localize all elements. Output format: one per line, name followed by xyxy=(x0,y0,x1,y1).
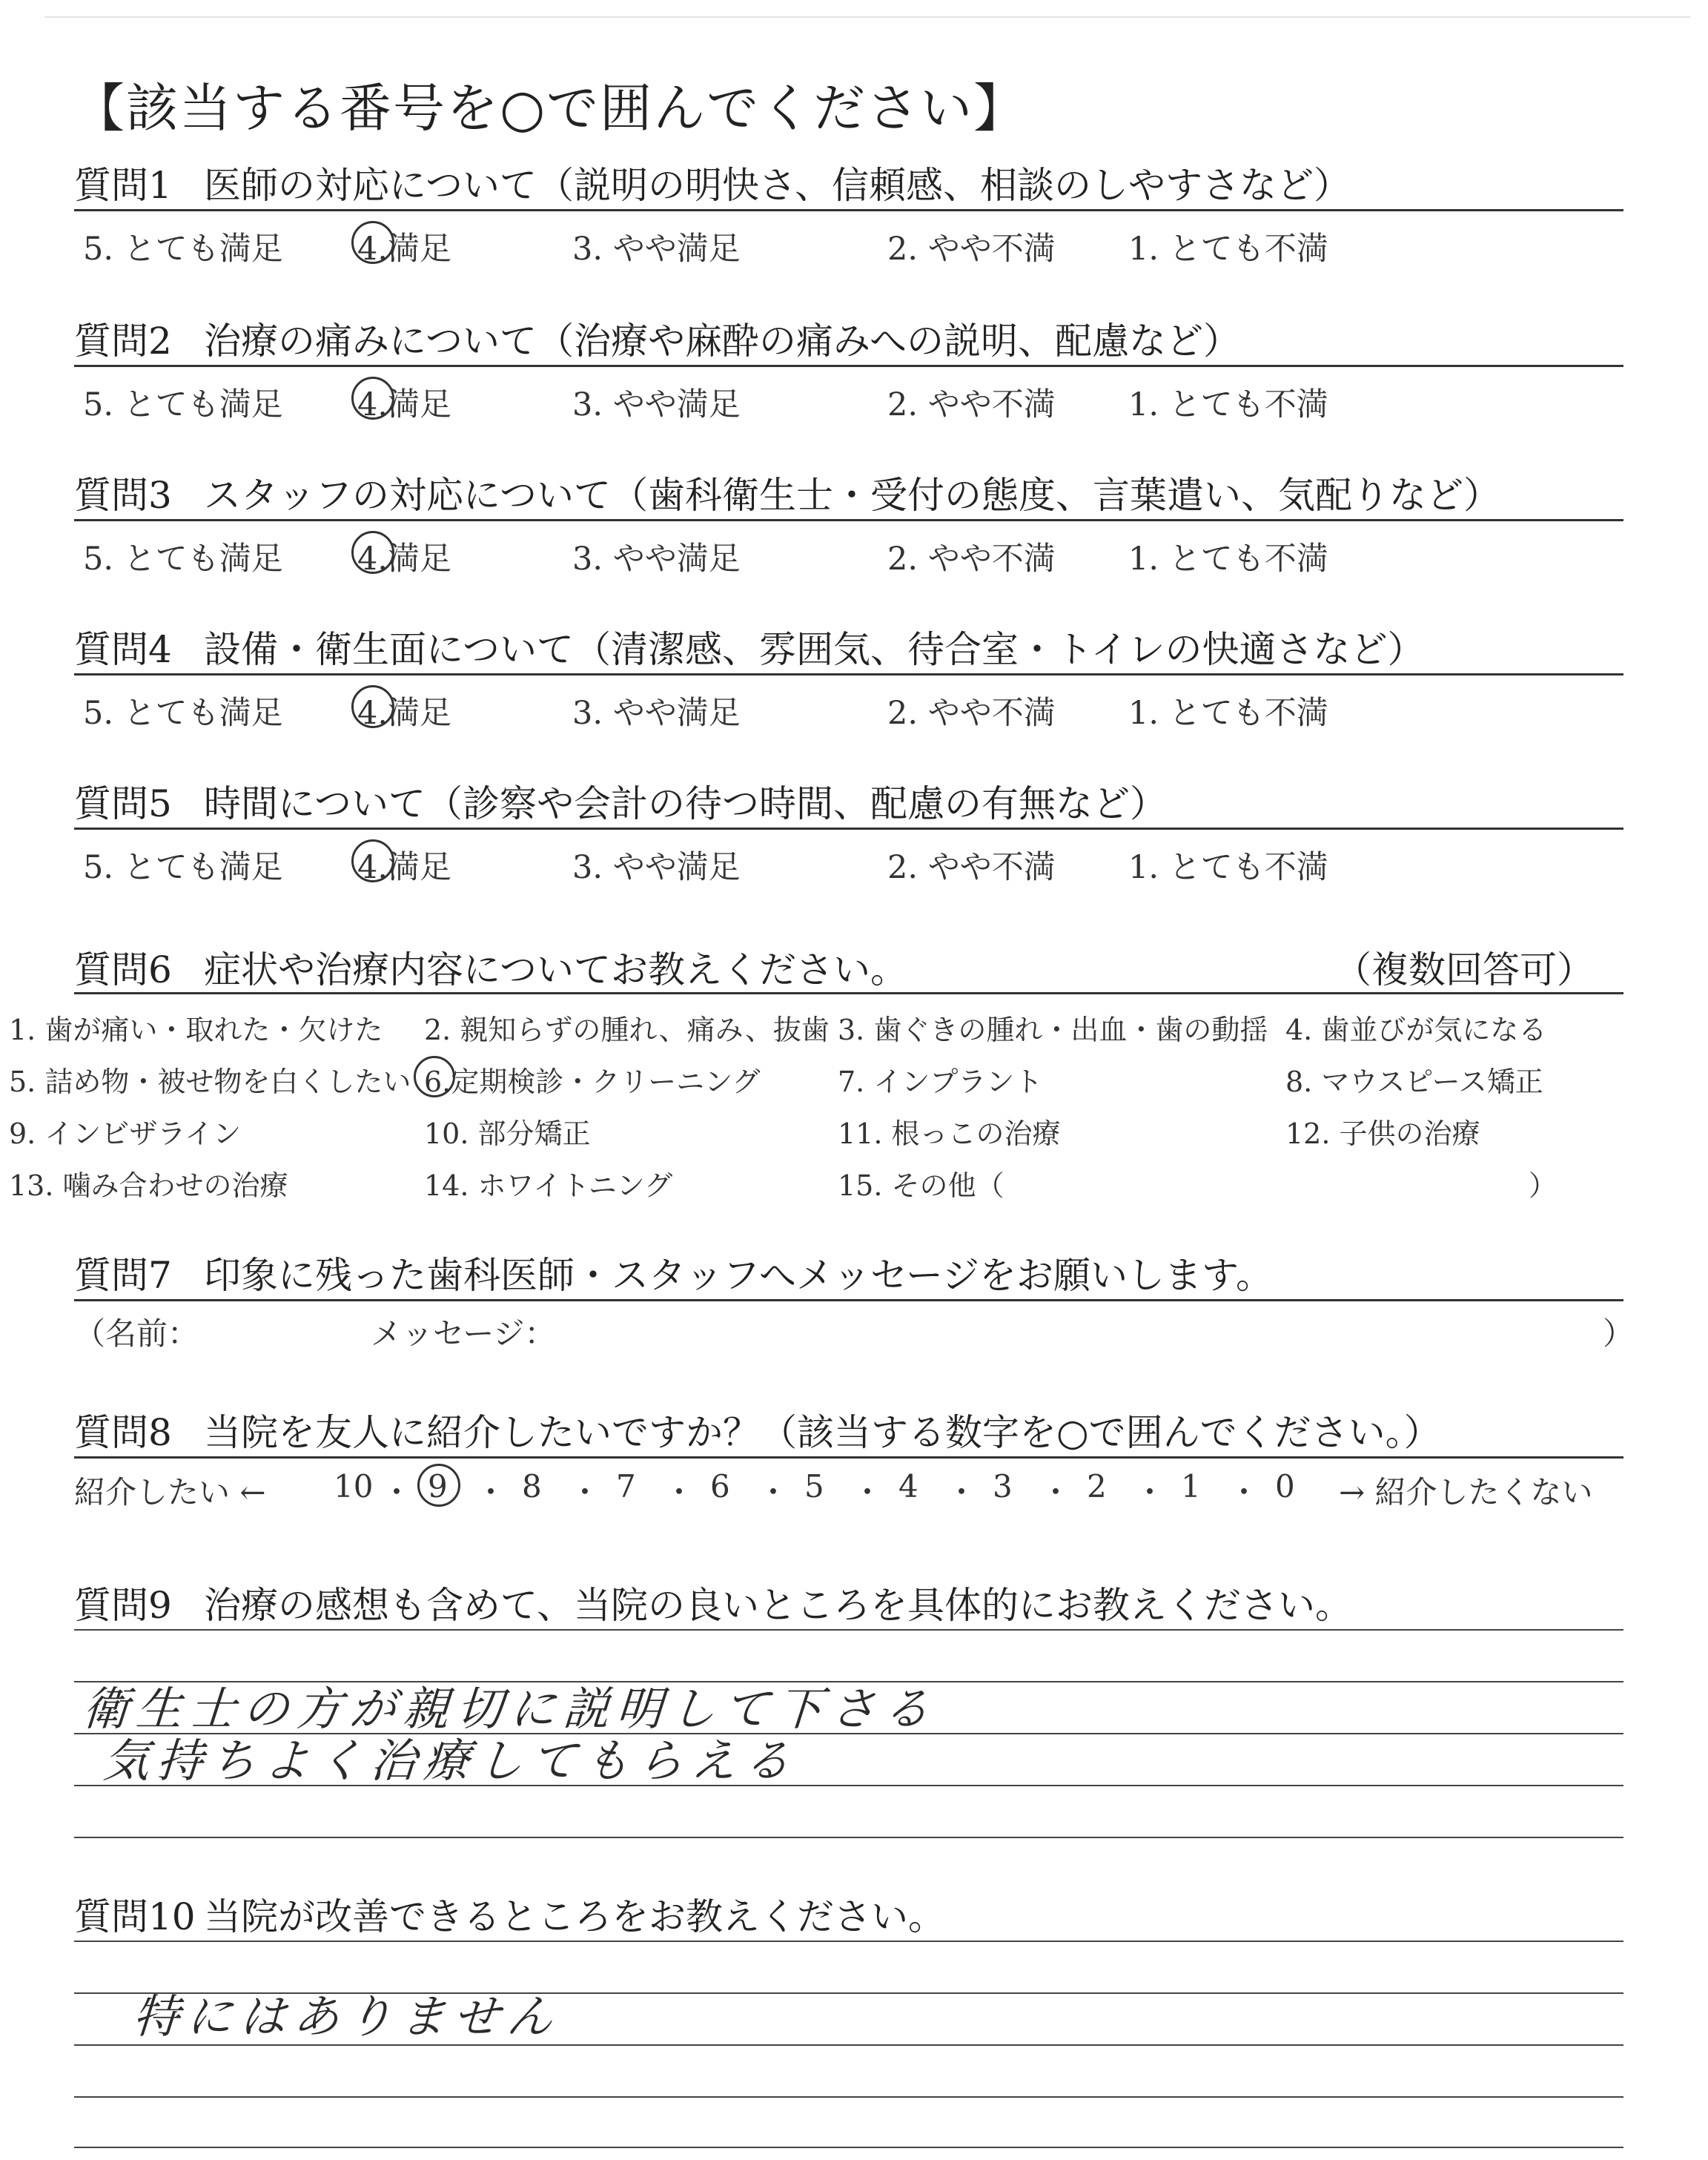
question-rule xyxy=(74,365,1623,367)
recommend-left-label: 紹介したい ← xyxy=(74,1474,266,1510)
question-10-heading xyxy=(74,1887,945,1941)
selected-circle-mark xyxy=(351,685,394,728)
rating-option[interactable]: 1. とても不満 xyxy=(1128,386,1328,423)
question-9-number: 質問9 xyxy=(74,1584,172,1627)
message-close-paren: ） xyxy=(1603,1315,1635,1352)
rating-option[interactable]: 5. とても満足 xyxy=(83,231,283,268)
q10-answer-line xyxy=(74,2147,1623,2148)
question-6-text: 症状や治療内容についてお教えください。 xyxy=(204,948,907,991)
selected-circle-mark xyxy=(351,839,394,882)
selected-circle-mark xyxy=(351,531,394,574)
score-separator: ・ xyxy=(1134,1474,1166,1510)
question-rule xyxy=(74,828,1623,830)
q9-handwritten-answer-2: 気持ちよく治療してもらえる xyxy=(102,1734,800,1788)
question-1 xyxy=(74,156,1623,268)
question-10 xyxy=(74,1887,1623,2044)
question-heading xyxy=(74,774,1167,828)
q9-answer-line xyxy=(74,1629,1623,1631)
question-5 xyxy=(74,774,1623,886)
rating-option[interactable]: 3. やや満足 xyxy=(572,695,741,732)
recommend-score[interactable]: 4 xyxy=(898,1468,918,1505)
other-close-paren: ） xyxy=(1529,1169,1558,1202)
recommend-score[interactable]: 2 xyxy=(1087,1468,1107,1505)
question-7-number: 質問7 xyxy=(74,1254,172,1297)
question-7-text: 印象に残った歯科医師・スタッフへメッセージをお願いします。 xyxy=(204,1254,1273,1297)
question-7-rule xyxy=(74,1299,1623,1301)
question-number: 質問4 xyxy=(74,628,172,671)
recommend-score[interactable]: 10 xyxy=(334,1468,374,1505)
symptom-option[interactable]: 8. マウスピース矯正 xyxy=(1285,1066,1543,1098)
question-number: 質問2 xyxy=(74,320,172,363)
rating-option[interactable]: 5. とても満足 xyxy=(83,386,283,423)
rating-option[interactable]: 4.満足 xyxy=(357,541,452,578)
score-separator: ・ xyxy=(1040,1474,1072,1510)
recommend-right-label: → 紹介したくない xyxy=(1339,1474,1593,1510)
recommend-score[interactable]: 6 xyxy=(710,1468,730,1505)
question-3 xyxy=(74,466,1623,578)
q9-answer-line xyxy=(74,1837,1623,1838)
question-heading xyxy=(74,156,1351,209)
score-separator: ・ xyxy=(475,1474,507,1510)
rating-option[interactable]: 4.満足 xyxy=(357,695,452,732)
q9-handwritten-answer-1: 衛生士の方が親切に説明して下さる xyxy=(81,1682,939,1736)
rating-option[interactable]: 4.満足 xyxy=(357,386,452,423)
question-9-text: 治療の感想も含めて、当院の良いところを具体的にお教えください。 xyxy=(204,1584,1352,1627)
rating-option[interactable]: 3. やや満足 xyxy=(572,231,741,268)
q10-answer-line xyxy=(74,1941,1623,1942)
symptom-option[interactable]: 10. 部分矯正 xyxy=(424,1117,591,1150)
question-heading xyxy=(74,311,1240,365)
rating-option[interactable]: 5. とても満足 xyxy=(83,695,283,732)
question-6-number: 質問6 xyxy=(74,948,172,991)
page-title: 【該当する番号を○で囲んでください】 xyxy=(73,78,1027,139)
question-rule xyxy=(74,673,1623,676)
question-10-text: 当院が改善できるところをお教えください。 xyxy=(204,1895,945,1938)
question-8-heading xyxy=(74,1403,1441,1456)
question-text: 時間について（診察や会計の待つ時間、配慮の有無など） xyxy=(204,782,1167,825)
symptom-option[interactable]: 13. 噛み合わせの治療 xyxy=(9,1169,288,1202)
rating-option[interactable]: 2. やや不満 xyxy=(887,849,1056,886)
question-heading xyxy=(74,620,1425,673)
q10-answer-line xyxy=(74,2096,1623,2098)
question-6 xyxy=(74,940,1623,1007)
recommend-score[interactable]: 0 xyxy=(1275,1468,1295,1505)
selected-circle-mark xyxy=(414,1056,455,1097)
name-label: （名前： xyxy=(74,1315,199,1352)
question-text: 設備・衛生面について（清潔感、雰囲気、待合室・トイレの快適さなど） xyxy=(204,628,1425,671)
rating-option[interactable]: 1. とても不満 xyxy=(1128,695,1328,732)
question-9-heading xyxy=(74,1576,1352,1629)
recommend-score[interactable]: 1 xyxy=(1181,1468,1201,1505)
symptom-option[interactable]: 11. 根っこの治療 xyxy=(838,1117,1061,1150)
question-8-text: 当院を友人に紹介したいですか？（該当する数字を○で囲んでください。） xyxy=(204,1411,1441,1454)
rating-option[interactable]: 3. やや満足 xyxy=(572,541,741,578)
recommend-score[interactable]: 8 xyxy=(522,1468,542,1505)
score-separator: ・ xyxy=(569,1474,601,1510)
symptom-option[interactable]: 5. 詰め物・被せ物を白くしたい xyxy=(9,1066,411,1098)
symptom-option[interactable]: 12. 子供の治療 xyxy=(1285,1117,1480,1150)
question-9 xyxy=(74,1576,1623,1788)
rating-option[interactable]: 4.満足 xyxy=(357,849,452,886)
question-8-rule xyxy=(74,1456,1623,1459)
symptom-option[interactable]: 6.定期検診・クリーニング xyxy=(424,1066,761,1098)
question-number: 質問3 xyxy=(74,474,172,517)
rating-option[interactable]: 4.満足 xyxy=(357,231,452,268)
question-10-number: 質問10 xyxy=(74,1895,196,1938)
selected-circle-mark xyxy=(351,377,394,420)
message-label: メッセージ： xyxy=(371,1315,556,1352)
recommend-score[interactable]: 7 xyxy=(616,1468,636,1505)
question-number: 質問1 xyxy=(74,164,172,207)
question-heading xyxy=(74,466,1500,519)
symptom-option[interactable]: 14. ホワイトニング xyxy=(424,1169,673,1202)
symptom-option[interactable]: 3. 歯ぐきの腫れ・出血・歯の動揺 xyxy=(838,1014,1268,1046)
rating-option[interactable]: 2. やや不満 xyxy=(887,695,1056,732)
recommend-score[interactable]: 9 xyxy=(428,1468,448,1505)
rating-option[interactable]: 2. やや不満 xyxy=(887,231,1056,268)
question-8 xyxy=(74,1403,1623,1510)
question-4 xyxy=(74,620,1623,732)
question-6-heading xyxy=(74,940,907,994)
question-8-number: 質問8 xyxy=(74,1411,172,1454)
question-7-heading xyxy=(74,1246,1273,1299)
question-2 xyxy=(74,311,1623,423)
q10-handwritten-answer: 特にはありません xyxy=(131,1989,563,2044)
recommend-score[interactable]: 5 xyxy=(804,1468,824,1505)
symptom-option[interactable]: 2. 親知らずの腫れ、痛み、抜歯 xyxy=(424,1014,830,1046)
rating-option[interactable]: 2. やや不満 xyxy=(887,386,1056,423)
symptom-option[interactable]: 9. インビザライン xyxy=(9,1117,242,1150)
selected-circle-mark xyxy=(417,1464,460,1507)
score-separator: ・ xyxy=(381,1474,413,1510)
score-separator: ・ xyxy=(1228,1474,1260,1510)
question-number: 質問5 xyxy=(74,782,172,825)
symptom-option[interactable]: 15. その他（ xyxy=(838,1169,1004,1202)
rating-option[interactable]: 5. とても満足 xyxy=(83,849,283,886)
top-divider xyxy=(44,16,1690,18)
score-separator: ・ xyxy=(852,1474,884,1510)
rating-option[interactable]: 1. とても不満 xyxy=(1128,231,1328,268)
rating-option[interactable]: 2. やや不満 xyxy=(887,541,1056,578)
multi-answer-note: （複数回答可） xyxy=(1334,948,1594,991)
question-text: 医師の対応について（説明の明快さ、信頼感、相談のしやすさなど） xyxy=(204,164,1351,207)
recommend-score[interactable]: 3 xyxy=(993,1468,1013,1505)
selected-circle-mark xyxy=(351,221,394,264)
rating-option[interactable]: 1. とても不満 xyxy=(1128,541,1328,578)
rating-option[interactable]: 5. とても満足 xyxy=(83,541,283,578)
symptom-option[interactable]: 1. 歯が痛い・取れた・欠けた xyxy=(9,1014,383,1046)
rating-option[interactable]: 1. とても不満 xyxy=(1128,849,1328,886)
question-rule xyxy=(74,519,1623,521)
symptom-option[interactable]: 7. インプラント xyxy=(838,1066,1043,1098)
question-7 xyxy=(74,1246,1635,1352)
question-text: 治療の痛みについて（治療や麻酔の痛みへの説明、配慮など） xyxy=(204,320,1240,363)
question-rule xyxy=(74,209,1623,211)
symptom-option[interactable]: 4. 歯並びが気になる xyxy=(1285,1014,1547,1046)
rating-option[interactable]: 3. やや満足 xyxy=(572,849,741,886)
score-separator: ・ xyxy=(758,1474,790,1510)
score-separator: ・ xyxy=(946,1474,978,1510)
rating-option[interactable]: 3. やや満足 xyxy=(572,386,741,423)
question-6-rule xyxy=(74,992,1623,994)
score-separator: ・ xyxy=(663,1474,695,1510)
question-text: スタッフの対応について（歯科衛生士・受付の態度、言葉遣い、気配りなど） xyxy=(204,474,1500,517)
